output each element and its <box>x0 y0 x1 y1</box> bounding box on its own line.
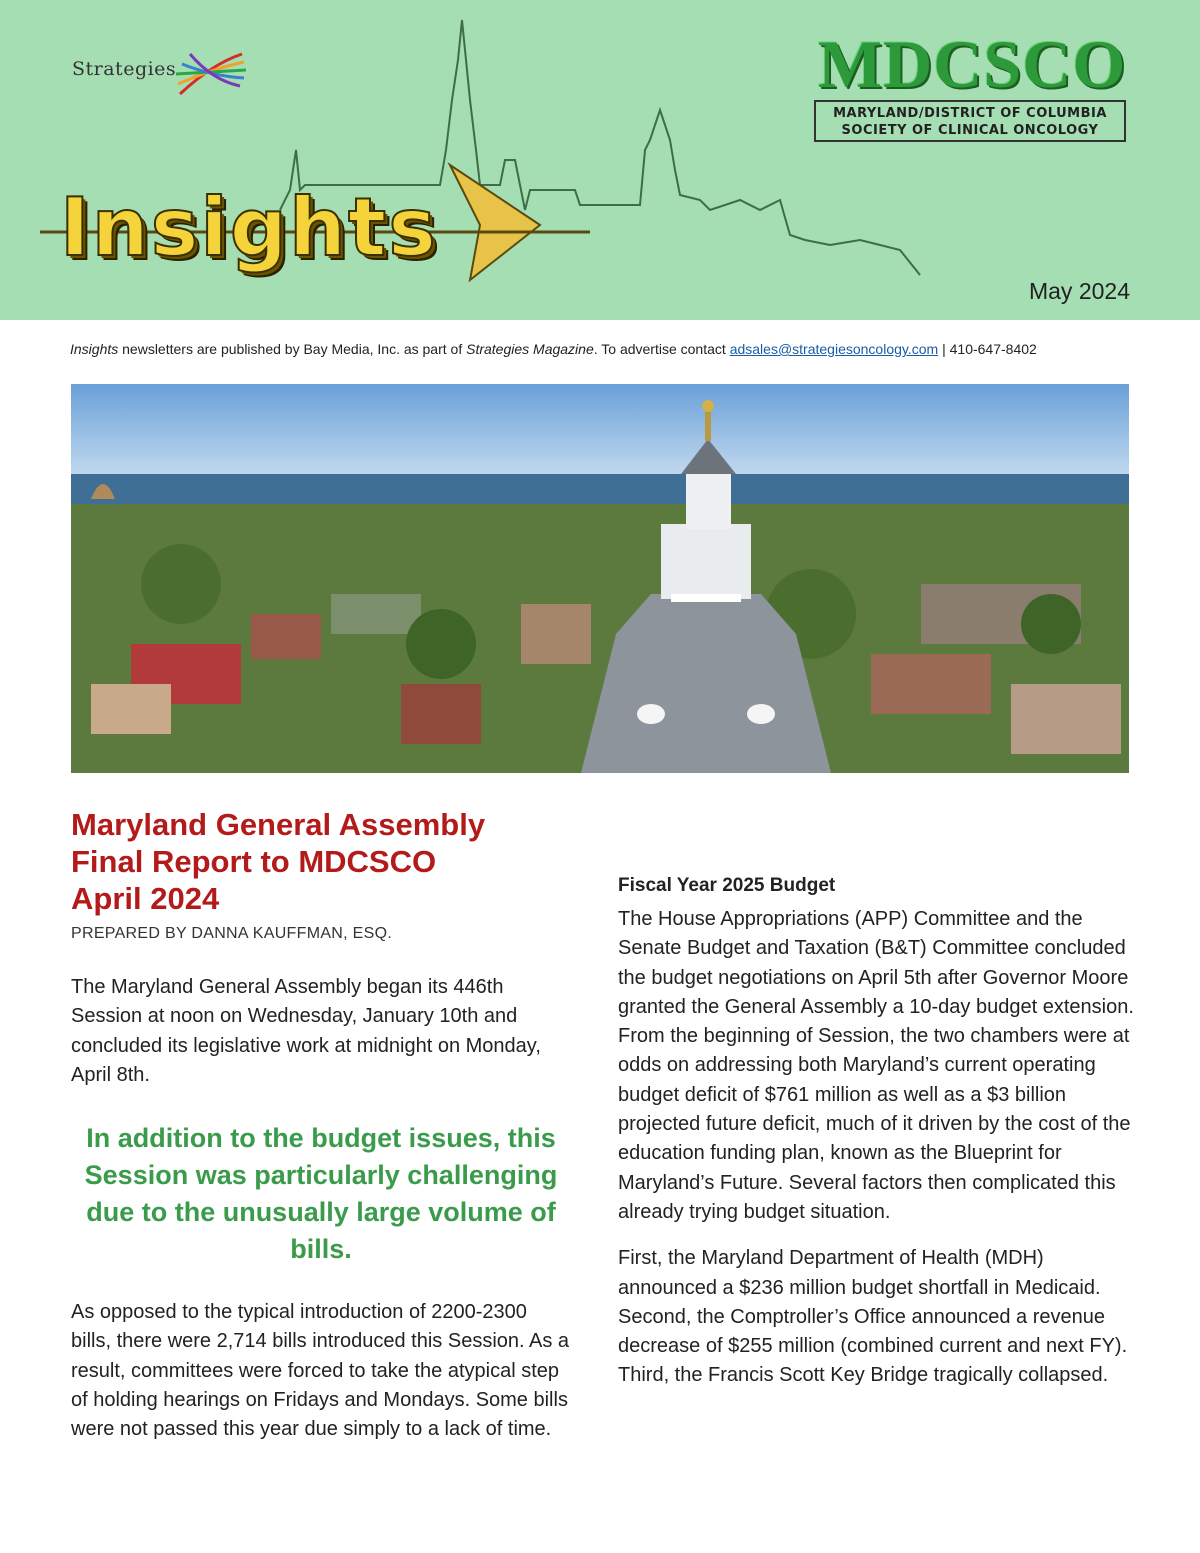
publisher-notice <box>70 341 1140 357</box>
budget-paragraph-2: First, the Maryland Department of Health (MDH) announced a $236 million budget shortfall in Medicaid. Second, the Comptroller’s Office announced a revenue decrease of $255 million (combined current and next FY). Third, the Francis Scott Key Bridge tragically collapsed. <box>618 1247 1128 1387</box>
mdcsco-full-name <box>814 100 1126 142</box>
budget-paragraph-1: The House Appropriations (APP) Committee and the Senate Budget and Taxation (B&T) Committee concluded the budget negotiations on April 5th after Governor Moore granted the General Assembly a 10-day budget extension. From the beginning of Session, the two chambers were at odds on addressing both Maryland’s current operating budget deficit of $761 million as well as a $3 billion projected future deficit, much of it driven by the cost of the education funding plan, known as the Blueprint for Maryland’s Future. Several factors then complicated this already trying budget situation. <box>618 908 1134 1223</box>
article-title: Maryland General Assembly Final Report to MDCSCO April 2024 <box>71 807 486 916</box>
publisher-text-1: newsletters are published by Bay Media, Inc. as part of <box>118 341 467 357</box>
left-column <box>71 806 571 1445</box>
publisher-phone: 410-647-8402 <box>949 341 1037 357</box>
strategies-swoosh-icon <box>172 44 312 104</box>
bills-paragraph: As opposed to the typical introduction of 2200-2300 bills, there were 2,714 bills introduced this Session. As a result, committees were forced to take the atypical step of holding hearings on Fridays and Mondays. Some bills were not passed this year due simply to a lack of time. <box>71 1301 570 1441</box>
publisher-newsletter-name: Insights <box>70 341 119 357</box>
right-column <box>618 875 1138 1391</box>
annapolis-photo <box>71 384 1129 773</box>
org-name-line2: SOCIETY OF CLINICAL ONCOLOGY <box>841 123 1099 138</box>
annapolis-state-house-image-icon <box>71 384 1129 773</box>
strategies-logo[interactable] <box>72 58 176 80</box>
budget-section-heading: Fiscal Year 2025 Budget <box>618 875 836 896</box>
insights-logo: Insights <box>60 181 438 274</box>
masthead <box>0 0 1200 320</box>
publisher-magazine-name: Strategies Magazine <box>466 341 594 357</box>
strategies-logo-text: Strategies <box>72 58 177 80</box>
publisher-text-2: . To advertise contact <box>593 341 730 357</box>
publisher-separator: | <box>938 341 950 357</box>
issue-date: May 2024 <box>1028 278 1130 304</box>
pull-quote: In addition to the budget issues, this Session was particularly challenging due to the unusually large volume of bills. <box>84 1123 558 1265</box>
intro-paragraph: The Maryland General Assembly began its 446th Session at noon on Wednesday, January 10th and concluded its legislative work at midnight on Monday, April 8th. <box>71 976 541 1086</box>
article-byline: PREPARED BY DANNA KAUFFMAN, ESQ. <box>71 925 393 942</box>
mdcsco-logo: MDCSCO <box>818 26 1127 102</box>
org-name-line1: MARYLAND/DISTRICT OF COLUMBIA <box>833 106 1107 121</box>
advertise-email-link[interactable]: adsales@strategiesoncology.com <box>729 341 939 357</box>
